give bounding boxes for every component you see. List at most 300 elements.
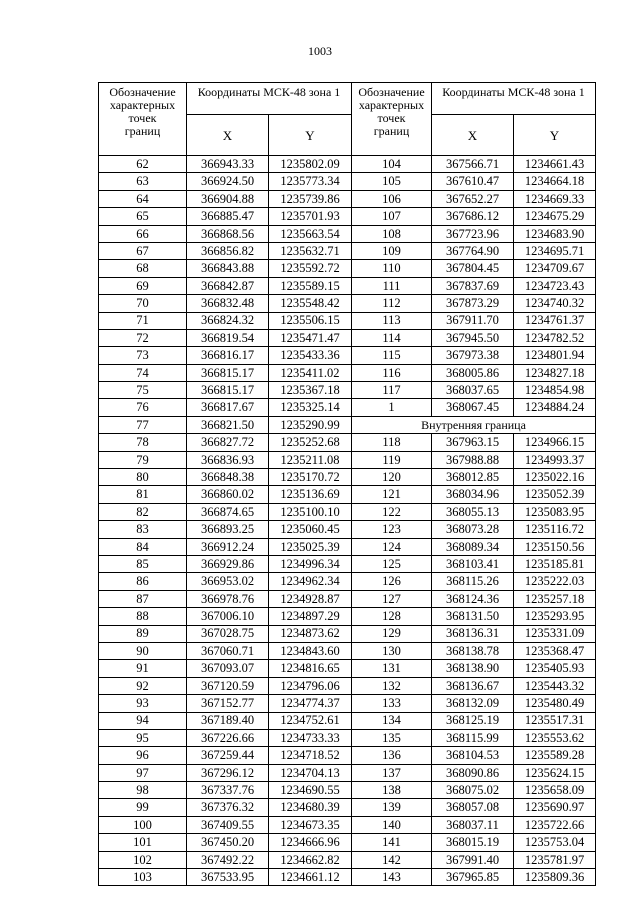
table-row [99, 312, 596, 329]
right-x-cell: 368115.26 [432, 573, 514, 590]
right-point-cell: 132 [352, 677, 432, 694]
right-x-cell: 367988.88 [432, 451, 514, 468]
right-x-cell: 368034.96 [432, 486, 514, 503]
right-y-cell: 1235781.97 [514, 851, 596, 868]
left-x-cell: 367337.76 [187, 782, 269, 799]
left-y-cell: 1235701.93 [269, 208, 352, 225]
left-x-cell: 366827.72 [187, 434, 269, 451]
left-point-cell: 95 [99, 729, 187, 746]
table-row [99, 486, 596, 503]
table-row [99, 295, 596, 312]
right-x-cell: 368037.11 [432, 816, 514, 833]
left-x-cell: 366819.54 [187, 329, 269, 346]
left-point-cell: 68 [99, 260, 187, 277]
right-x-cell: 368005.86 [432, 364, 514, 381]
left-x-cell: 366978.76 [187, 590, 269, 607]
left-y-cell: 1235252.68 [269, 434, 352, 451]
table-row [99, 729, 596, 746]
left-point-cell: 64 [99, 190, 187, 207]
left-x-cell: 367028.75 [187, 625, 269, 642]
right-y-cell: 1234675.29 [514, 208, 596, 225]
right-x-cell: 368057.08 [432, 799, 514, 816]
right-point-cell: 111 [352, 277, 432, 294]
right-point-cell: 129 [352, 625, 432, 642]
left-point-cell: 99 [99, 799, 187, 816]
right-x-cell: 367837.69 [432, 277, 514, 294]
left-y-cell: 1234666.96 [269, 834, 352, 851]
right-point-cell: 140 [352, 816, 432, 833]
right-y-cell: 1234695.71 [514, 242, 596, 259]
right-x-cell: 368115.99 [432, 729, 514, 746]
left-y-cell: 1235367.18 [269, 382, 352, 399]
right-y-cell: 1235753.04 [514, 834, 596, 851]
right-point-cell: 104 [352, 156, 432, 173]
left-point-cell: 100 [99, 816, 187, 833]
right-y-cell: 1235624.15 [514, 764, 596, 781]
left-y-cell: 1234718.52 [269, 747, 352, 764]
left-point-cell: 102 [99, 851, 187, 868]
left-y-cell: 1235211.08 [269, 451, 352, 468]
left-point-cell: 97 [99, 764, 187, 781]
left-point-cell: 63 [99, 173, 187, 190]
left-x-cell: 367450.20 [187, 834, 269, 851]
left-y-cell: 1235506.15 [269, 312, 352, 329]
table-row [99, 364, 596, 381]
left-x-cell: 367060.71 [187, 642, 269, 659]
left-point-cell: 84 [99, 538, 187, 555]
table-row [99, 156, 596, 173]
left-y-cell: 1234897.29 [269, 608, 352, 625]
right-y-cell: 1235553.62 [514, 729, 596, 746]
left-y-cell: 1235411.02 [269, 364, 352, 381]
left-x-cell: 366836.93 [187, 451, 269, 468]
table-row [99, 208, 596, 225]
right-x-cell: 367911.70 [432, 312, 514, 329]
left-y-cell: 1235060.45 [269, 521, 352, 538]
left-x-cell: 367093.07 [187, 660, 269, 677]
left-point-cell: 87 [99, 590, 187, 607]
left-y-cell: 1235170.72 [269, 469, 352, 486]
left-point-cell: 79 [99, 451, 187, 468]
left-y-cell: 1235739.86 [269, 190, 352, 207]
left-x-cell: 366842.87 [187, 277, 269, 294]
left-x-cell: 366912.24 [187, 538, 269, 555]
right-point-cell: 112 [352, 295, 432, 312]
right-y-cell: 1235083.95 [514, 503, 596, 520]
left-x-cell: 366821.50 [187, 416, 269, 433]
left-x-cell: 366816.17 [187, 347, 269, 364]
left-x-cell: 367226.66 [187, 729, 269, 746]
right-x-cell: 367991.40 [432, 851, 514, 868]
left-point-cell: 77 [99, 416, 187, 433]
table-row [99, 816, 596, 833]
left-x-cell: 366815.17 [187, 382, 269, 399]
left-x-cell: 367409.55 [187, 816, 269, 833]
left-y-cell: 1235433.36 [269, 347, 352, 364]
left-point-cell: 89 [99, 625, 187, 642]
left-y-cell: 1234661.12 [269, 869, 352, 886]
right-point-cell: 135 [352, 729, 432, 746]
left-x-cell: 366856.82 [187, 242, 269, 259]
right-y-cell: 1234669.33 [514, 190, 596, 207]
right-x-cell: 367610.47 [432, 173, 514, 190]
table-row [99, 851, 596, 868]
left-x-cell: 366904.88 [187, 190, 269, 207]
x-header-right: X [432, 115, 514, 156]
left-y-cell: 1235325.14 [269, 399, 352, 416]
left-y-cell: 1234774.37 [269, 695, 352, 712]
zone-header-right: Координаты МСК-48 зона 1 [432, 83, 596, 115]
left-y-cell: 1234843.60 [269, 642, 352, 659]
left-point-cell: 70 [99, 295, 187, 312]
right-y-cell: 1234801.94 [514, 347, 596, 364]
y-header-left: Y [269, 115, 352, 156]
right-point-cell: 106 [352, 190, 432, 207]
left-point-cell: 80 [99, 469, 187, 486]
left-y-cell: 1235592.72 [269, 260, 352, 277]
left-y-cell: 1235290.99 [269, 416, 352, 433]
left-x-cell: 366868.56 [187, 225, 269, 242]
table-row [99, 329, 596, 346]
table-row [99, 677, 596, 694]
left-point-cell: 75 [99, 382, 187, 399]
right-y-cell: 1234709.67 [514, 260, 596, 277]
left-x-cell: 367259.44 [187, 747, 269, 764]
left-point-cell: 91 [99, 660, 187, 677]
left-y-cell: 1234928.87 [269, 590, 352, 607]
right-point-cell: 127 [352, 590, 432, 607]
right-y-cell: 1235722.66 [514, 816, 596, 833]
left-point-cell: 85 [99, 555, 187, 572]
right-x-cell: 368090.86 [432, 764, 514, 781]
right-y-cell: 1235405.93 [514, 660, 596, 677]
table-row [99, 869, 596, 886]
left-y-cell: 1234962.34 [269, 573, 352, 590]
right-point-cell: 114 [352, 329, 432, 346]
left-y-cell: 1235663.54 [269, 225, 352, 242]
right-x-cell: 368132.09 [432, 695, 514, 712]
right-point-cell: 139 [352, 799, 432, 816]
point-label-header-left: Обозначение характерных точек границ [99, 83, 187, 156]
right-point-cell: 105 [352, 173, 432, 190]
right-point-cell: 136 [352, 747, 432, 764]
right-x-cell: 368067.45 [432, 399, 514, 416]
table-row [99, 555, 596, 572]
right-x-cell: 368089.34 [432, 538, 514, 555]
right-point-cell: 128 [352, 608, 432, 625]
right-y-cell: 1234740.32 [514, 295, 596, 312]
left-point-cell: 81 [99, 486, 187, 503]
table-row [99, 503, 596, 520]
left-y-cell: 1234816.65 [269, 660, 352, 677]
right-y-cell: 1235690.97 [514, 799, 596, 816]
left-point-cell: 62 [99, 156, 187, 173]
right-y-cell: 1234683.90 [514, 225, 596, 242]
right-point-cell: 115 [352, 347, 432, 364]
left-point-cell: 86 [99, 573, 187, 590]
right-x-cell: 367804.45 [432, 260, 514, 277]
right-y-cell: 1234664.18 [514, 173, 596, 190]
left-x-cell: 367006.10 [187, 608, 269, 625]
left-point-cell: 72 [99, 329, 187, 346]
left-x-cell: 366924.50 [187, 173, 269, 190]
right-x-cell: 367945.50 [432, 329, 514, 346]
left-x-cell: 367376.32 [187, 799, 269, 816]
coordinates-table [98, 82, 596, 886]
table-row [99, 347, 596, 364]
left-x-cell: 366874.65 [187, 503, 269, 520]
left-point-cell: 93 [99, 695, 187, 712]
table-row [99, 590, 596, 607]
left-x-cell: 366843.88 [187, 260, 269, 277]
point-label-header-right: Обозначение характерных точек границ [352, 83, 432, 156]
right-x-cell: 367873.29 [432, 295, 514, 312]
right-y-cell: 1235368.47 [514, 642, 596, 659]
left-point-cell: 94 [99, 712, 187, 729]
table-row [99, 642, 596, 659]
left-point-cell: 78 [99, 434, 187, 451]
left-y-cell: 1235802.09 [269, 156, 352, 173]
right-point-cell: 141 [352, 834, 432, 851]
right-x-cell: 368012.85 [432, 469, 514, 486]
left-x-cell: 366815.17 [187, 364, 269, 381]
table-row [99, 242, 596, 259]
left-x-cell: 366817.67 [187, 399, 269, 416]
right-x-cell: 367686.12 [432, 208, 514, 225]
left-x-cell: 367492.22 [187, 851, 269, 868]
left-x-cell: 367120.59 [187, 677, 269, 694]
right-y-cell: 1235185.81 [514, 555, 596, 572]
left-y-cell: 1234733.33 [269, 729, 352, 746]
right-x-cell: 367963.15 [432, 434, 514, 451]
right-x-cell: 368103.41 [432, 555, 514, 572]
table-row [99, 173, 596, 190]
left-point-cell: 73 [99, 347, 187, 364]
left-y-cell: 1234996.34 [269, 555, 352, 572]
table-row [99, 434, 596, 451]
left-x-cell: 367152.77 [187, 695, 269, 712]
right-y-cell: 1234966.15 [514, 434, 596, 451]
left-point-cell: 69 [99, 277, 187, 294]
right-point-cell: 124 [352, 538, 432, 555]
right-point-cell: 123 [352, 521, 432, 538]
right-point-cell: 133 [352, 695, 432, 712]
table-row [99, 190, 596, 207]
left-x-cell: 367189.40 [187, 712, 269, 729]
left-x-cell: 366848.38 [187, 469, 269, 486]
table-row [99, 277, 596, 294]
right-y-cell: 1235658.09 [514, 782, 596, 799]
table-row [99, 782, 596, 799]
table-row [99, 225, 596, 242]
right-point-cell: 122 [352, 503, 432, 520]
left-y-cell: 1235773.34 [269, 173, 352, 190]
right-y-cell: 1234854.98 [514, 382, 596, 399]
right-y-cell: 1235480.49 [514, 695, 596, 712]
left-x-cell: 366943.33 [187, 156, 269, 173]
right-y-cell: 1235022.16 [514, 469, 596, 486]
left-point-cell: 83 [99, 521, 187, 538]
left-x-cell: 366860.02 [187, 486, 269, 503]
right-x-cell: 368131.50 [432, 608, 514, 625]
left-point-cell: 101 [99, 834, 187, 851]
right-point-cell: 109 [352, 242, 432, 259]
right-x-cell: 368125.19 [432, 712, 514, 729]
right-y-cell: 1234993.37 [514, 451, 596, 468]
left-y-cell: 1235589.15 [269, 277, 352, 294]
right-y-cell: 1235331.09 [514, 625, 596, 642]
table-row [99, 764, 596, 781]
y-header-right: Y [514, 115, 596, 156]
right-y-cell: 1234723.43 [514, 277, 596, 294]
right-x-cell: 368136.67 [432, 677, 514, 694]
right-y-cell: 1234827.18 [514, 364, 596, 381]
left-x-cell: 366953.02 [187, 573, 269, 590]
right-point-cell: 131 [352, 660, 432, 677]
right-y-cell: 1234761.37 [514, 312, 596, 329]
table-row [99, 260, 596, 277]
table-row [99, 695, 596, 712]
table-row [99, 382, 596, 399]
left-point-cell: 82 [99, 503, 187, 520]
right-x-cell: 368124.36 [432, 590, 514, 607]
table-row [99, 625, 596, 642]
left-x-cell: 366893.25 [187, 521, 269, 538]
left-y-cell: 1234690.55 [269, 782, 352, 799]
right-point-cell: 143 [352, 869, 432, 886]
left-point-cell: 67 [99, 242, 187, 259]
right-x-cell: 367973.38 [432, 347, 514, 364]
table-row [99, 834, 596, 851]
left-point-cell: 71 [99, 312, 187, 329]
right-x-cell: 368136.31 [432, 625, 514, 642]
left-point-cell: 88 [99, 608, 187, 625]
right-point-cell: 125 [352, 555, 432, 572]
table-body [99, 156, 596, 886]
right-y-cell: 1235116.72 [514, 521, 596, 538]
right-point-cell: 116 [352, 364, 432, 381]
page-number: 1003 [308, 44, 332, 58]
left-y-cell: 1234662.82 [269, 851, 352, 868]
right-point-cell: 119 [352, 451, 432, 468]
left-y-cell: 1235548.42 [269, 295, 352, 312]
right-x-cell: 368138.78 [432, 642, 514, 659]
right-x-cell: 367723.96 [432, 225, 514, 242]
right-point-cell: 108 [352, 225, 432, 242]
right-x-cell: 368138.90 [432, 660, 514, 677]
table-row [99, 469, 596, 486]
right-point-cell: 134 [352, 712, 432, 729]
left-y-cell: 1234752.61 [269, 712, 352, 729]
right-point-cell: 130 [352, 642, 432, 659]
table-row [99, 573, 596, 590]
right-y-cell: 1235517.31 [514, 712, 596, 729]
zone-header-left: Координаты МСК-48 зона 1 [187, 83, 352, 115]
right-x-cell: 368075.02 [432, 782, 514, 799]
left-x-cell: 366824.32 [187, 312, 269, 329]
left-y-cell: 1234673.35 [269, 816, 352, 833]
left-point-cell: 90 [99, 642, 187, 659]
right-x-cell: 367965.85 [432, 869, 514, 886]
table-row [99, 660, 596, 677]
right-x-cell: 368037.65 [432, 382, 514, 399]
left-point-cell: 103 [99, 869, 187, 886]
left-y-cell: 1235136.69 [269, 486, 352, 503]
right-point-cell: 1 [352, 399, 432, 416]
table-row [99, 799, 596, 816]
table-row [99, 747, 596, 764]
left-y-cell: 1234680.39 [269, 799, 352, 816]
left-x-cell: 367296.12 [187, 764, 269, 781]
right-y-cell: 1235052.39 [514, 486, 596, 503]
left-y-cell: 1235471.47 [269, 329, 352, 346]
right-point-cell: 113 [352, 312, 432, 329]
right-point-cell: 118 [352, 434, 432, 451]
right-x-cell: 368073.28 [432, 521, 514, 538]
right-x-cell: 367764.90 [432, 242, 514, 259]
right-y-cell: 1234884.24 [514, 399, 596, 416]
left-y-cell: 1234873.62 [269, 625, 352, 642]
right-x-cell: 368015.19 [432, 834, 514, 851]
right-x-cell: 367652.27 [432, 190, 514, 207]
left-point-cell: 74 [99, 364, 187, 381]
right-y-cell: 1235809.36 [514, 869, 596, 886]
table-row [99, 538, 596, 555]
table-row [99, 712, 596, 729]
right-y-cell: 1235293.95 [514, 608, 596, 625]
left-y-cell: 1235100.10 [269, 503, 352, 520]
right-y-cell: 1235257.18 [514, 590, 596, 607]
left-point-cell: 96 [99, 747, 187, 764]
right-y-cell: 1234782.52 [514, 329, 596, 346]
x-header-left: X [187, 115, 269, 156]
left-point-cell: 98 [99, 782, 187, 799]
right-point-cell: 137 [352, 764, 432, 781]
left-point-cell: 92 [99, 677, 187, 694]
table-row [99, 416, 596, 433]
table-row [99, 608, 596, 625]
right-x-cell: 368104.53 [432, 747, 514, 764]
left-point-cell: 76 [99, 399, 187, 416]
left-y-cell: 1235632.71 [269, 242, 352, 259]
left-x-cell: 366832.48 [187, 295, 269, 312]
left-x-cell: 366929.86 [187, 555, 269, 572]
left-x-cell: 367533.95 [187, 869, 269, 886]
right-y-cell: 1234661.43 [514, 156, 596, 173]
right-y-cell: 1235443.32 [514, 677, 596, 694]
left-point-cell: 65 [99, 208, 187, 225]
left-y-cell: 1235025.39 [269, 538, 352, 555]
table-row [99, 399, 596, 416]
internal-boundary-caption: Внутренняя граница [352, 416, 596, 433]
table-row [99, 451, 596, 468]
right-point-cell: 110 [352, 260, 432, 277]
left-point-cell: 66 [99, 225, 187, 242]
left-x-cell: 366885.47 [187, 208, 269, 225]
right-point-cell: 138 [352, 782, 432, 799]
right-y-cell: 1235150.56 [514, 538, 596, 555]
right-point-cell: 120 [352, 469, 432, 486]
right-point-cell: 117 [352, 382, 432, 399]
right-x-cell: 368055.13 [432, 503, 514, 520]
table-row [99, 521, 596, 538]
right-point-cell: 142 [352, 851, 432, 868]
left-y-cell: 1234704.13 [269, 764, 352, 781]
right-y-cell: 1235222.03 [514, 573, 596, 590]
right-point-cell: 126 [352, 573, 432, 590]
right-point-cell: 121 [352, 486, 432, 503]
left-y-cell: 1234796.06 [269, 677, 352, 694]
